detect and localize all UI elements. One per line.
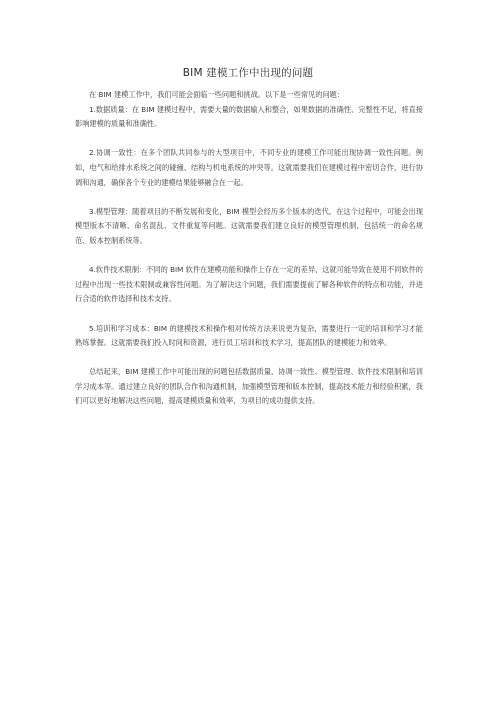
document-body <box>75 88 423 409</box>
paragraph-coordination: 2.协调一致性：在多个团队共同参与的大型项目中，不同专业的建模工作可能出现协调一致性问题。例如，电气和给排水系统之间的碰撞、结构与机电系统的冲突等。这就需要我们在建模过程中密切合作，进行协调和沟通，确保各个专业的建模结果能够融合在一起。 <box>75 148 423 187</box>
paragraph-data-quality: 1.数据质量：在 BIM 建模过程中，需要大量的数据输入和整合，如果数据的准确性、完整性不足，将直接影响建模的质量和准确性。 <box>75 104 423 129</box>
paragraph-model-management: 3.模型管理：随着项目的不断发展和变化，BIM 模型会经历多个版本的迭代。在这个过程中，可能会出现模型版本不清晰、命名混乱、文件重复等问题。这就需要我们建立良好的模型管理机制，包括统一的命名规范、版本控制系统等。 <box>75 206 423 245</box>
intro-paragraph: 在 BIM 建模工作中，我们可能会面临一些问题和挑战。以下是一些常见的问题： <box>89 90 345 99</box>
document-title: BIM 建模工作中出现的问题 <box>182 67 314 79</box>
summary-paragraph: 总结起来，BIM 建模工作中可能出现的问题包括数据质量、协调一致性、模型管理、软件技术限制和培训学习成本等。通过建立良好的团队合作和沟通机制，加强模型管理和版本控制，提高技术能力和经验积累，我们可以更好地解决这些问题，提高建模质量和效率，为项目的成功提供支持。 <box>75 367 423 406</box>
paragraph-training-cost: 5.培训和学习成本：BIM 的建模技术和操作相对传统方法来说更为复杂，需要进行一定的培训和学习才能熟练掌握。这就需要我们投入时间和资源，进行员工培训和技术学习，提高团队的建模能力和效率。 <box>75 323 423 348</box>
paragraph-software-limits: 4.软件技术限制：不同的 BIM 软件在建模功能和操作上存在一定的差异，这就可能导致在使用不同软件的过程中出现一些技术限制或兼容性问题。为了解决这个问题，我们需要提前了解各种软件的特点和功能，并进行合适的软件选择和技术支持。 <box>75 265 423 304</box>
